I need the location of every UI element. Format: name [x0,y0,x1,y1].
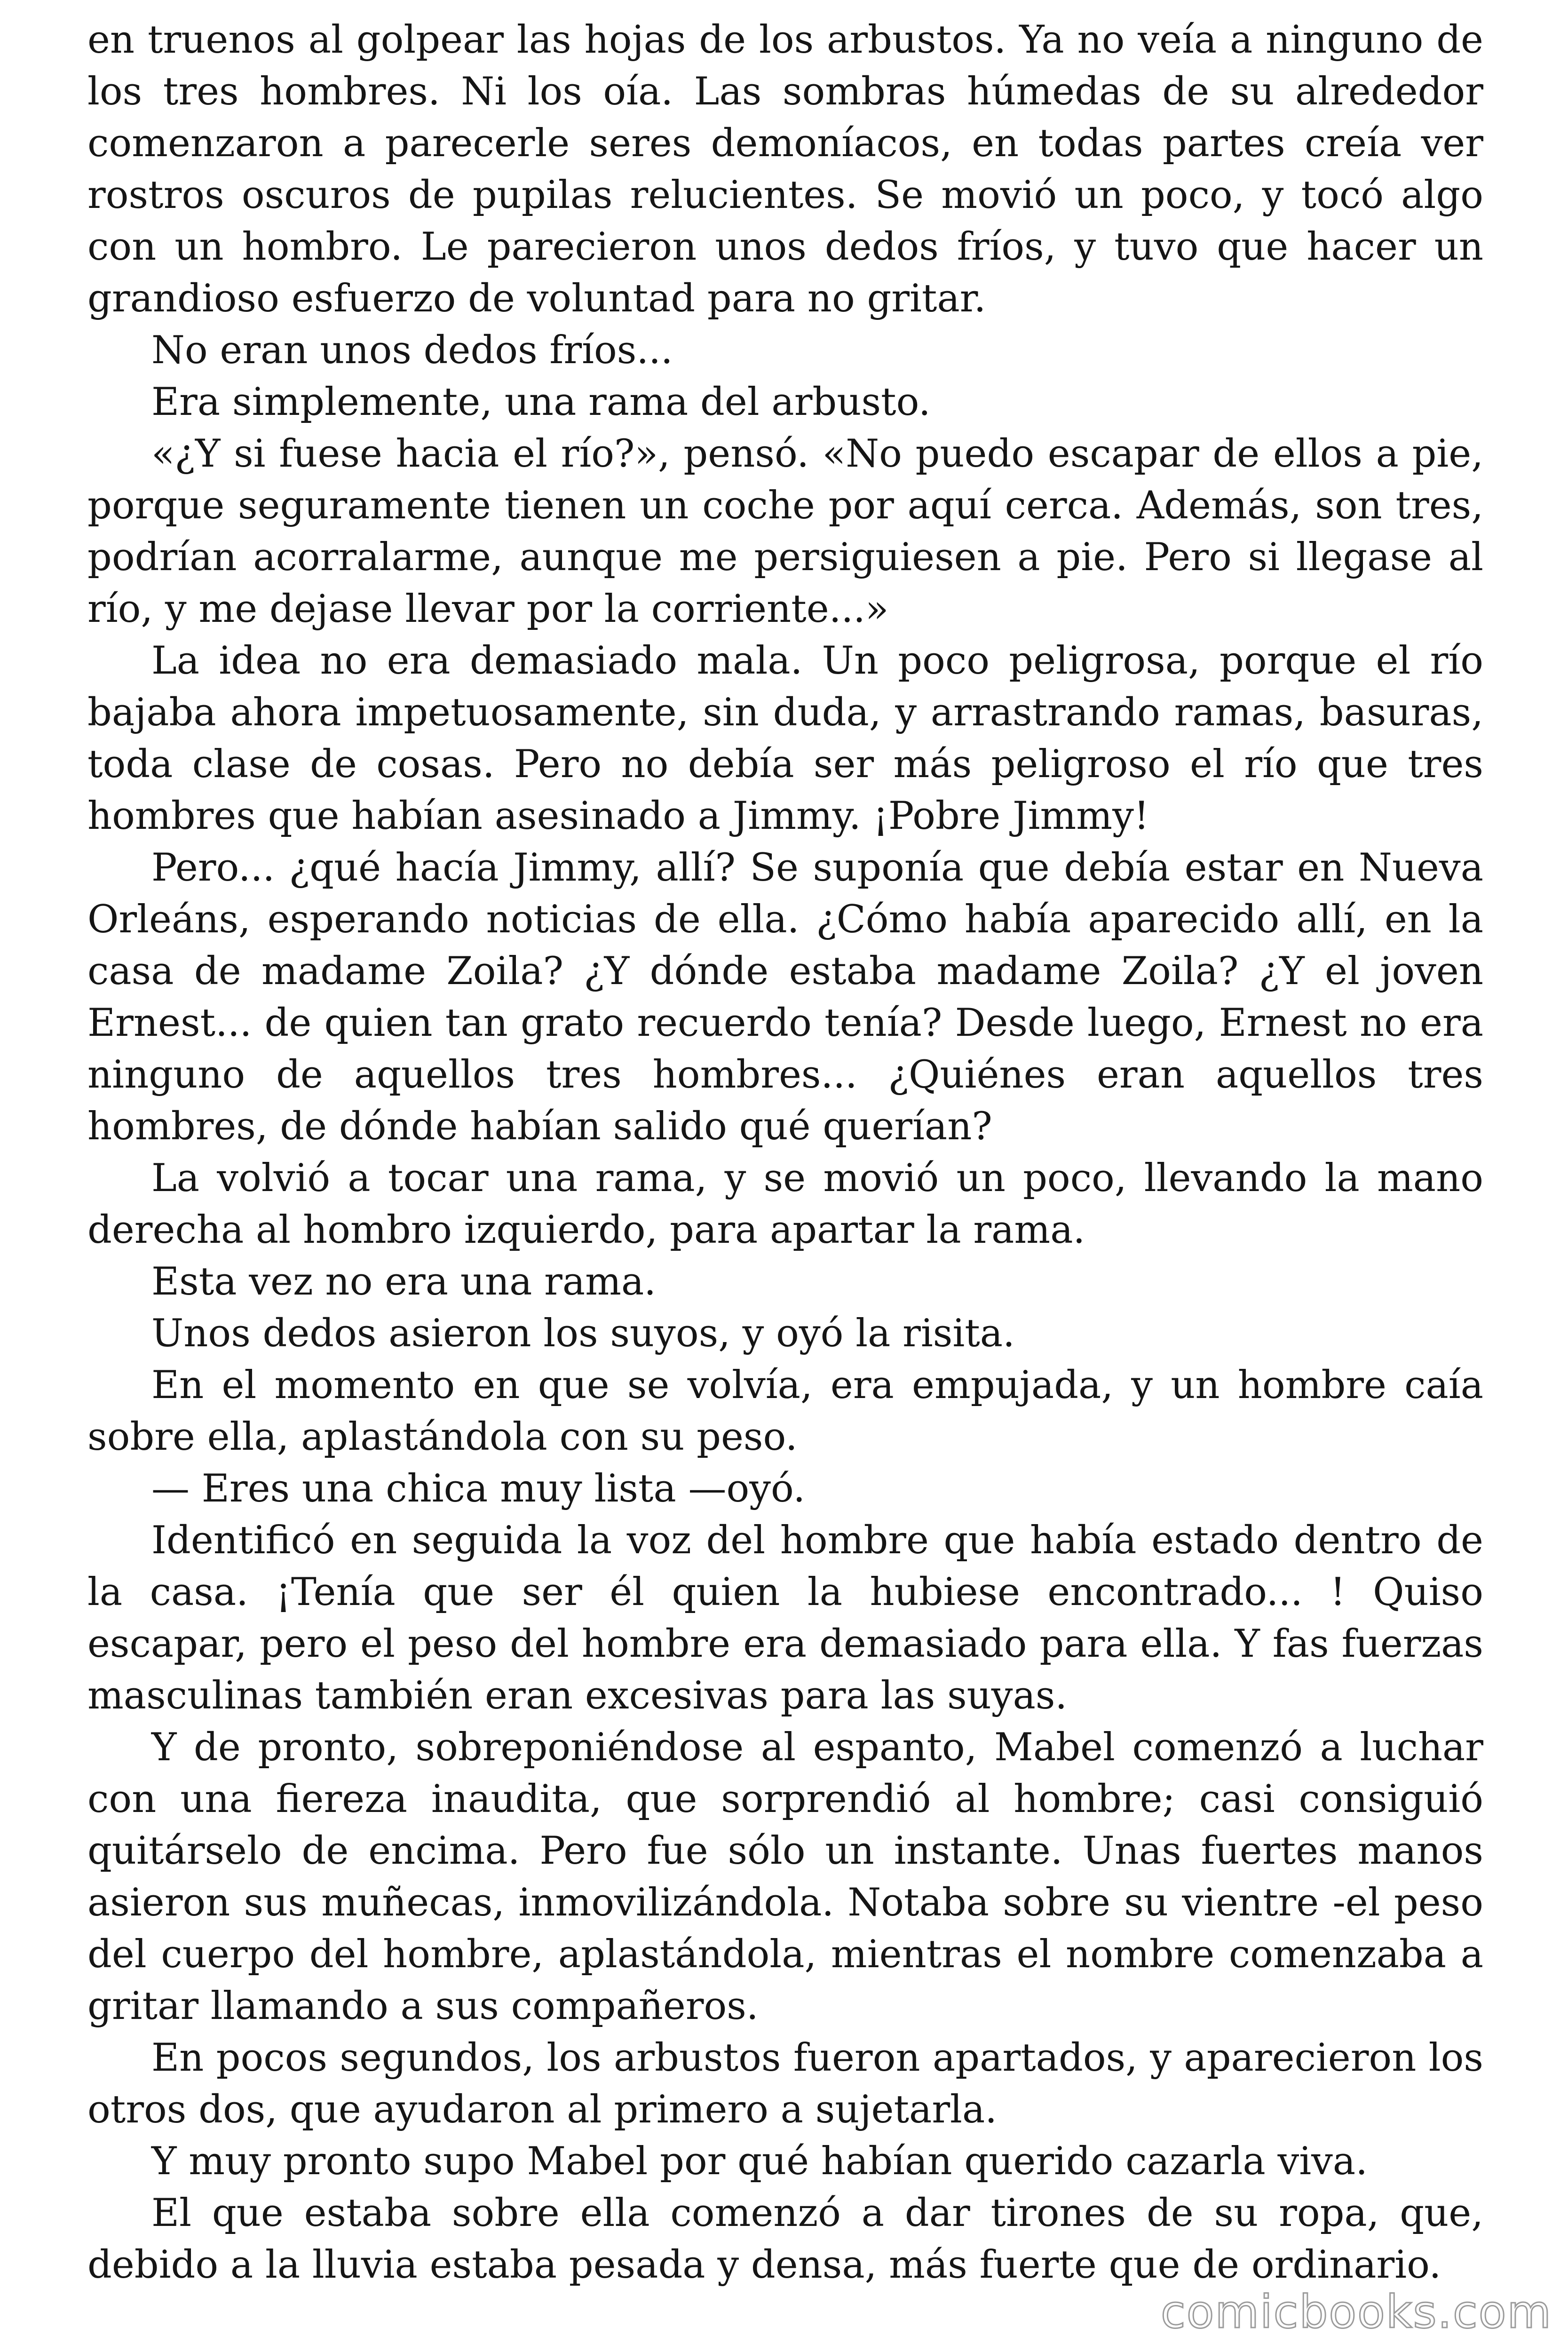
paragraph: Era simplemente, una rama del arbusto. [151,380,931,424]
paragraph: Identificó en seguida la voz del hombre que había estado dentro de la casa. ¡Tenía que ser él quien la hubiese encontrado... ! Quiso escapar, pero el peso del hombre era demasiado para ella. Y fas fuerzas masculinas también eran excesivas para las suyas. [87,1518,1483,1718]
paragraph: La idea no era demasiado mala. Un poco peligrosa, porque el río bajaba ahora impetuosamente, sin duda, y arrastrando ramas, basuras, toda clase de cosas. Pero no debía ser más peligroso el río que tres hombres que habían asesinado a Jimmy. ¡Pobre Jimmy! [87,639,1483,838]
paragraph: En pocos segundos, los arbustos fueron apartados, y aparecieron los otros dos, que ayudaron al primero a sujetarla. [87,2036,1483,2132]
paragraph: Y muy pronto supo Mabel por qué habían querido cazarla viva. [151,2139,1368,2184]
paragraph: Unos dedos asieron los suyos, y oyó la risita. [151,1311,1015,1356]
paragraph: — Eres una chica muy lista —oyó. [151,1467,806,1511]
paragraph: Pero... ¿qué hacía Jimmy, allí? Se suponía que debía estar en Nueva Orleáns, esperando noticias de ella. ¿Cómo había aparecido allí, en la casa de madame Zoila? ¿Y dónde estaba madame Zoila? ¿Y el joven Ernest... de quien tan grato recuerdo tenía? Desde luego, Ernest no era ninguno de aquellos tres hombres... ¿Quiénes eran aquellos tres hombres, de dónde habían salido qué querían? [87,846,1483,1149]
book-page-text [87,14,1483,2291]
paragraph: Y de pronto, sobreponiéndose al espanto, Mabel comenzó a luchar con una fiereza inaudita, que sorprendió al hombre; casi consiguió quitárselo de encima. Pero fue sólo un instante. Unas fuertes manos asieron sus muñecas, inmovilizándola. Notaba sobre su vientre -el peso del cuerpo del hombre, aplastándola, mientras el nombre comenzaba a gritar llamando a sus compañeros. [87,1725,1483,2028]
paragraph: en truenos al golpear las hojas de los arbustos. Ya no veía a ninguno de los tres hombres. Ni los oía. Las sombras húmedas de su alrededor comenzaron a parecerle seres demoníacos, en todas partes creía ver rostros oscuros de pupilas relucientes. Se movió un poco, y tocó algo con un hombro. Le parecieron unos dedos fríos, y tuvo que hacer un grandioso esfuerzo de voluntad para no gritar. [87,18,1483,321]
paragraph: No eran unos dedos fríos... [151,328,673,373]
paragraph: El que estaba sobre ella comenzó a dar tirones de su ropa, que, debido a la lluvia estaba pesada y densa, más fuerte que de ordinario. [87,2191,1483,2287]
paragraph: La volvió a tocar una rama, y se movió un poco, llevando la mano derecha al hombro izquierdo, para apartar la rama. [87,1156,1483,1252]
paragraph: «¿Y si fuese hacia el río?», pensó. «No puedo escapar de ellos a pie, porque seguramente tienen un coche por aquí cerca. Además, son tres, podrían acorralarme, aunque me persiguiesen a pie. Pero si llegase al río, y me dejase llevar por la corriente...» [87,432,1483,631]
paragraph: Esta vez no era una rama. [151,1260,657,1304]
paragraph: En el momento en que se volvía, era empujada, y un hombre caía sobre ella, aplastándola con su peso. [87,1363,1483,1459]
watermark: comicbooks.com [1160,2286,1552,2338]
